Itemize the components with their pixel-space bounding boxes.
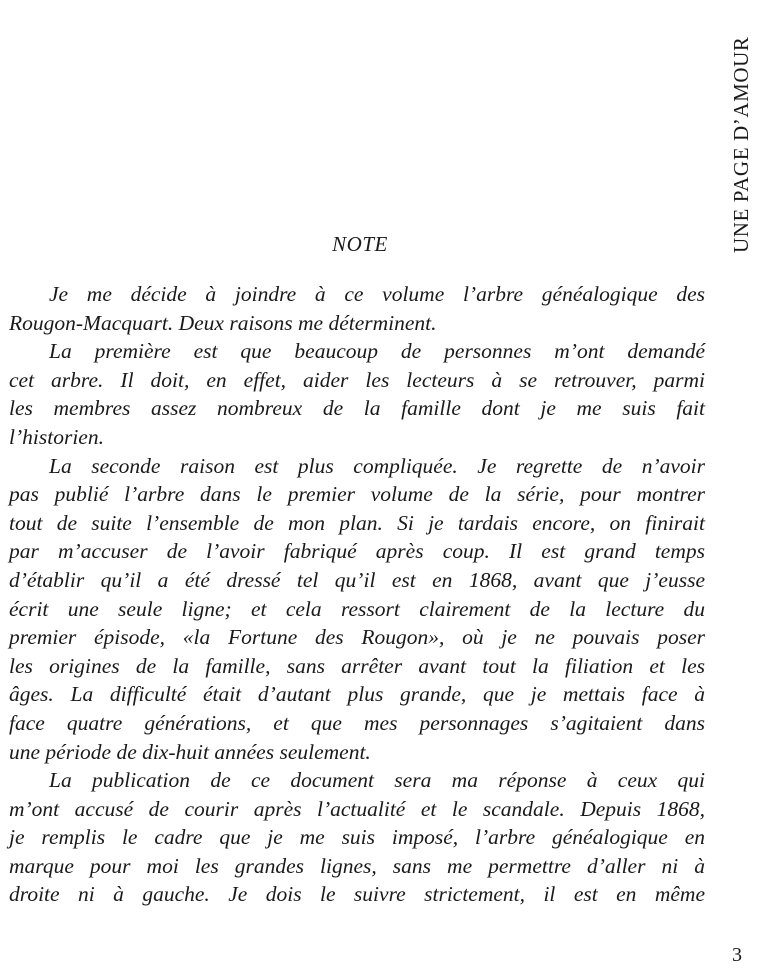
note-body — [9, 280, 705, 909]
text-line: La seconde raison est plus compliquée. Je regrette de n’avoir — [49, 453, 705, 478]
text-line: marque pour moi les grandes lignes, sans me permettre d’aller ni à — [9, 853, 705, 878]
text-line: d’établir qu’il a été dressé tel qu’il est en 1868, avant que j’eusse — [9, 567, 705, 592]
text-line: l’historien. — [9, 424, 104, 449]
text-line: face quatre générations, et que mes personnages s’agitaient dans — [9, 710, 705, 735]
note-title: NOTE — [332, 232, 388, 256]
running-head: UNE PAGE D’AMOUR — [729, 36, 753, 253]
text-line: La première est que beaucoup de personnes m’ont demandé — [49, 339, 705, 364]
text-line: m’ont accusé de courir après l’actualité et le scandale. Depuis 1868, — [9, 796, 705, 821]
text-line: Rougon-Macquart. Deux raisons me déterminent. — [9, 310, 437, 335]
text-line: les membres assez nombreux de la famille dont je me suis fait — [9, 396, 705, 421]
text-line: écrit une seule ligne; et cela ressort clairement de la lecture du — [9, 596, 705, 621]
text-line: cet arbre. Il doit, en effet, aider les lecteurs à se retrouver, parmi — [9, 367, 705, 392]
page-number: 3 — [732, 944, 742, 966]
text-line: Je me décide à joindre à ce volume l’arbre généalogique des — [49, 282, 705, 306]
text-line: pas publié l’arbre dans le premier volume de la série, pour montrer — [9, 482, 705, 507]
text-line: âges. La difficulté était d’autant plus grande, que je mettais face à — [9, 682, 705, 707]
text-line: une période de dix-huit années seulement. — [9, 739, 371, 764]
text-line: premier épisode, «la Fortune des Rougon», où je ne pouvais poser — [9, 625, 705, 650]
text-line: droite ni à gauche. Je dois le suivre strictement, il est en même — [9, 882, 705, 907]
text-line: par m’accuser de l’avoir fabriqué après coup. Il est grand temps — [9, 539, 705, 564]
text-line: les origines de la famille, sans arrêter avant tout la filiation et les — [9, 653, 705, 678]
text-line: tout de suite l’ensemble de mon plan. Si je tardais encore, on finirait — [9, 510, 705, 535]
text-line: je remplis le cadre que je me suis imposé, l’arbre généalogique en — [9, 825, 705, 850]
text-line: La publication de ce document sera ma réponse à ceux qui — [49, 768, 705, 793]
